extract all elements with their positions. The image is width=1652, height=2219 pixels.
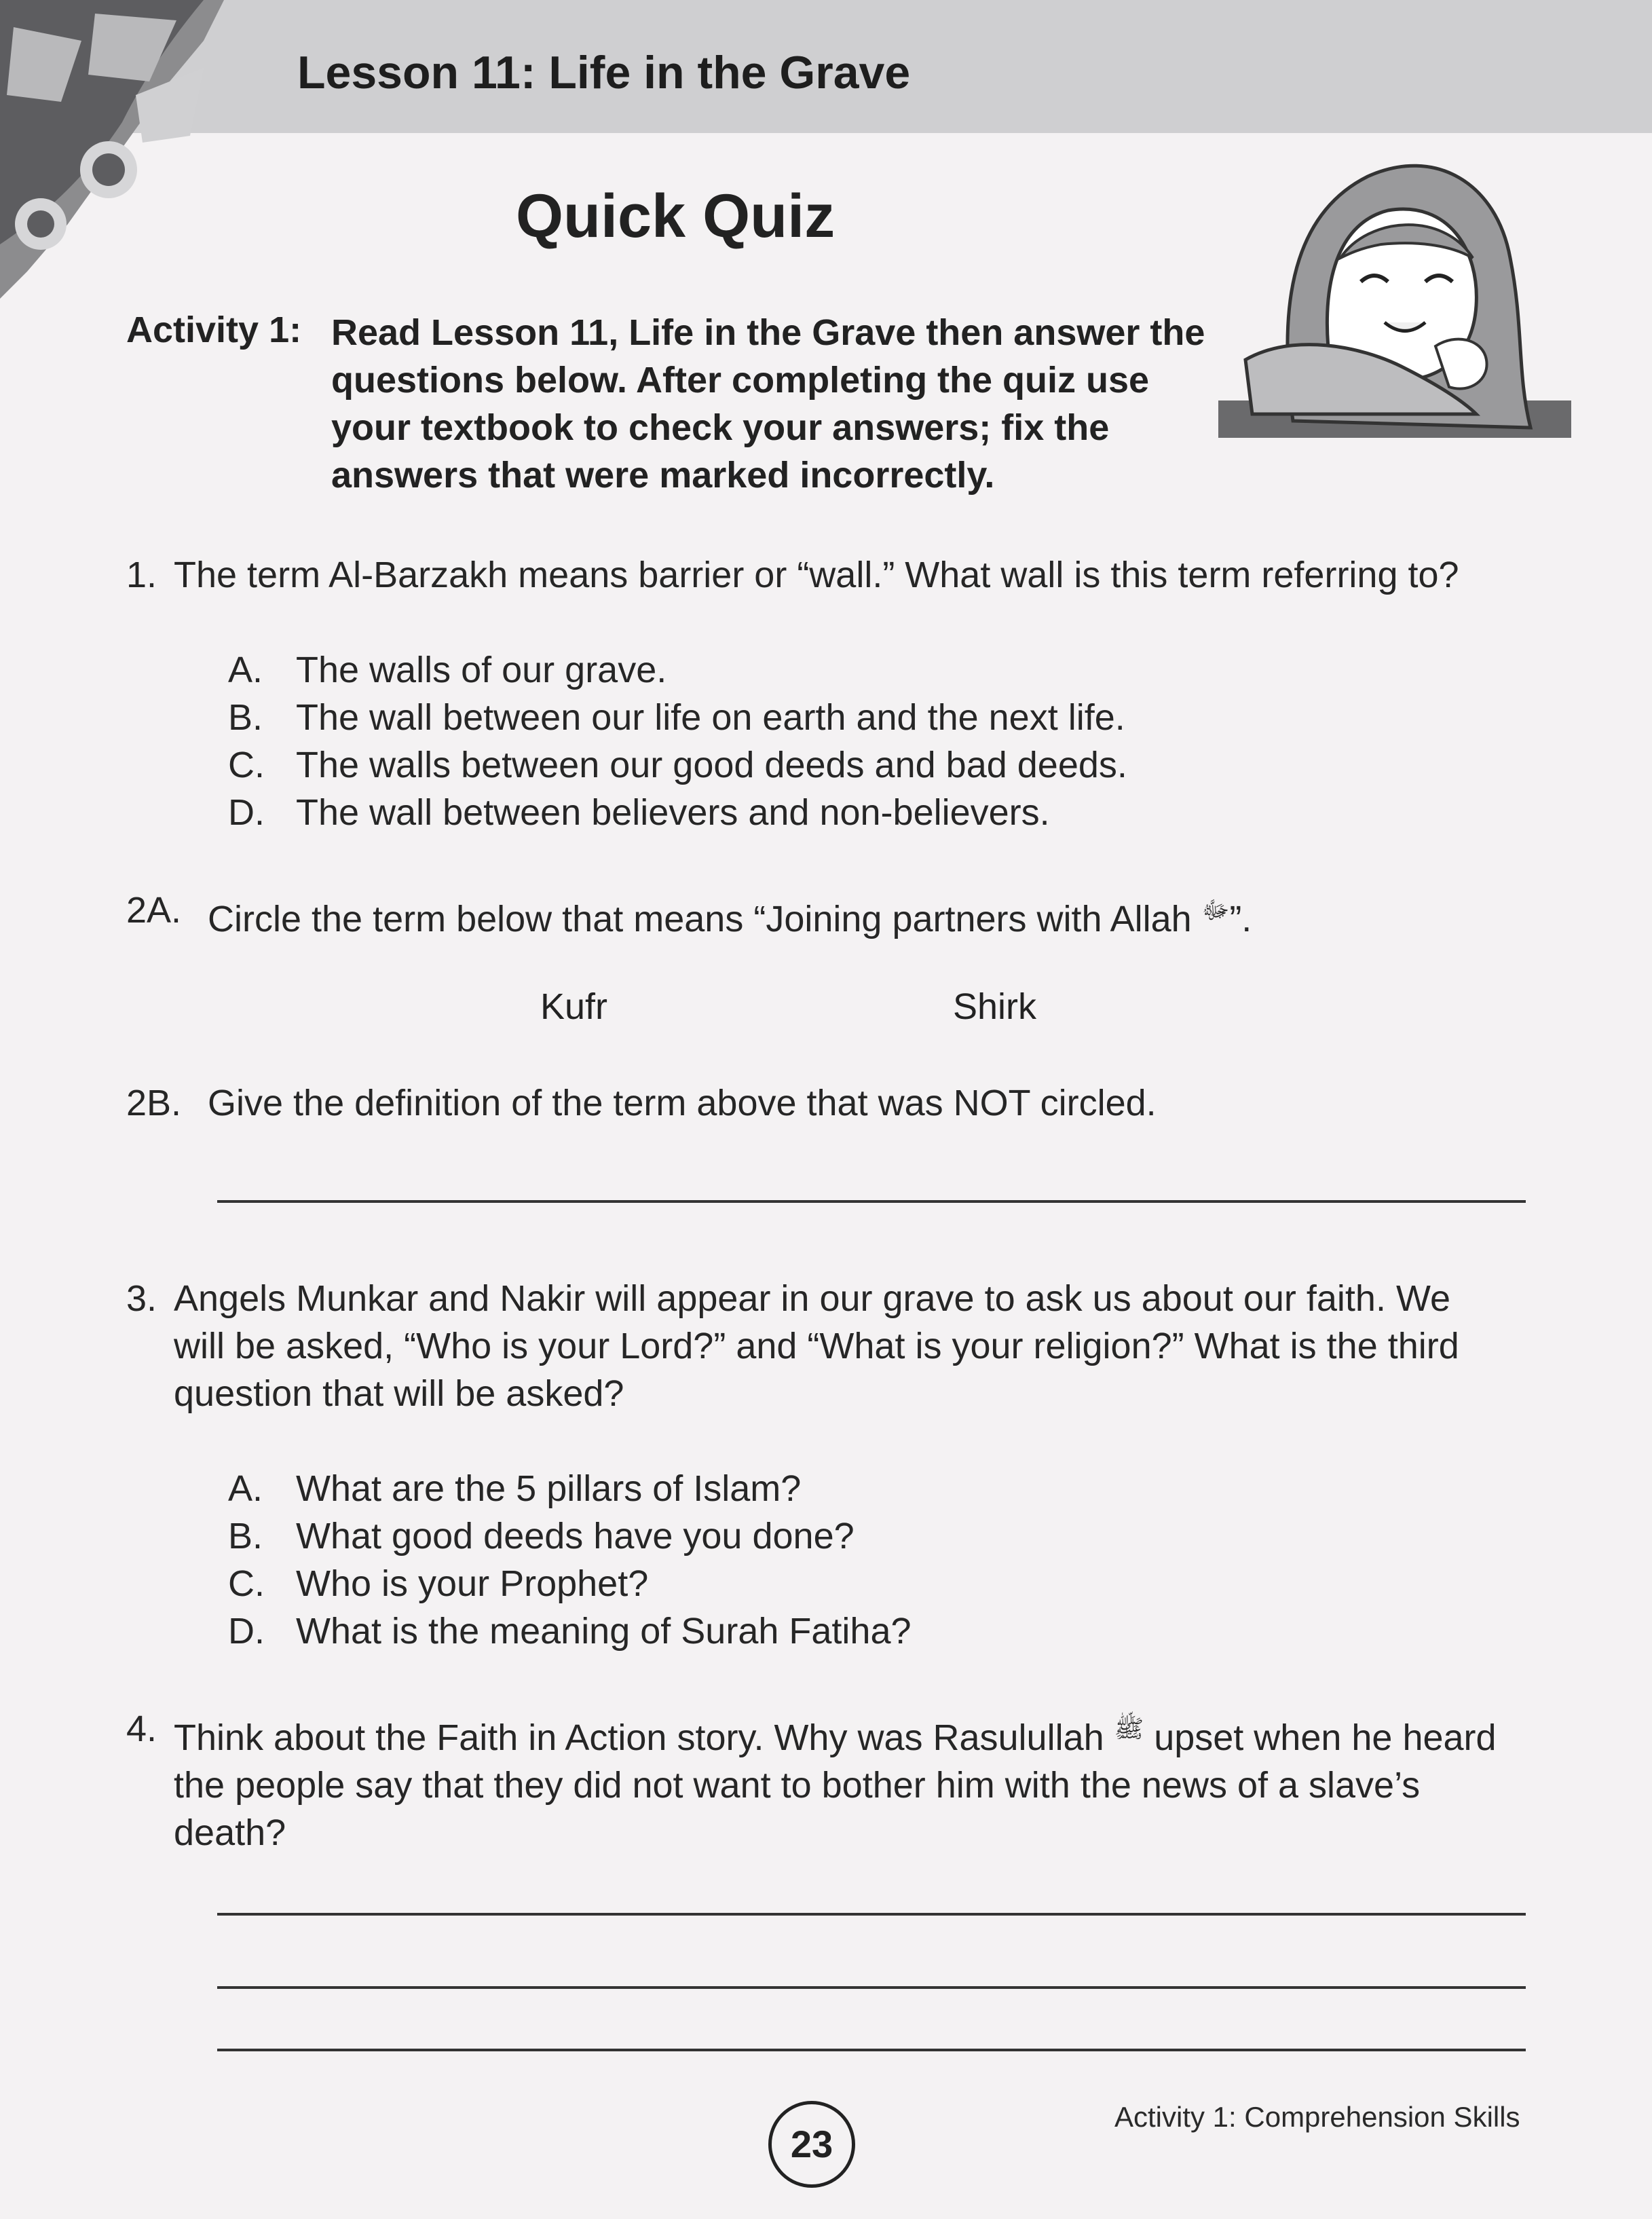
option-b[interactable] xyxy=(228,1512,855,1560)
option-text: The wall between believers and non-believers. xyxy=(296,792,1050,833)
question-text-start: Circle the term below that means “Joining partners with Allah xyxy=(208,899,1192,939)
option-a[interactable] xyxy=(228,1465,801,1512)
question-text-end: ”. xyxy=(1229,899,1252,939)
term-shirk[interactable]: Shirk xyxy=(953,986,1037,1027)
question-text: Angels Munkar and Nakir will appear in our grave to ask us about our faith. We will be asked, “Who is your Lord?” and “What is your religion?” What is the third question that will be asked? xyxy=(174,1278,1459,1414)
option-text: The walls between our good deeds and bad deeds. xyxy=(296,745,1127,785)
answer-line[interactable] xyxy=(217,1986,1526,1989)
option-letter: C. xyxy=(228,1563,265,1604)
term-kufr[interactable]: Kufr xyxy=(540,986,608,1027)
option-text: What good deeds have you done? xyxy=(296,1516,855,1556)
question-number: 3. xyxy=(126,1278,157,1319)
quiz-title: Quick Quiz xyxy=(516,183,836,250)
option-letter: A. xyxy=(228,1468,263,1509)
option-c[interactable] xyxy=(228,1560,648,1607)
option-text: The wall between our life on earth and the next life. xyxy=(296,697,1125,738)
option-letter: D. xyxy=(228,792,265,833)
question-number: 2A. xyxy=(126,890,182,931)
option-text: Who is your Prophet? xyxy=(296,1563,649,1604)
answer-line[interactable] xyxy=(217,1200,1526,1203)
option-letter: B. xyxy=(228,1516,263,1556)
footer-section-label: Activity 1: Comprehension Skills xyxy=(1114,2101,1520,2133)
question-text: Give the definition of the term above that was NOT circled. xyxy=(208,1083,1157,1123)
question-text: The term Al-Barzakh means barrier or “wall.” What wall is this term referring to? xyxy=(174,555,1459,595)
question-number: 1. xyxy=(126,555,157,595)
question-text xyxy=(208,887,1252,943)
option-letter: A. xyxy=(228,650,263,690)
honorific-glyph: ﷺ xyxy=(1114,1715,1144,1742)
option-text: The walls of our grave. xyxy=(296,650,667,690)
lesson-title: Lesson 11: Life in the Grave xyxy=(297,47,911,98)
option-letter: C. xyxy=(228,745,265,785)
option-b[interactable] xyxy=(228,694,1125,741)
answer-line[interactable] xyxy=(217,1913,1526,1916)
page-number: 23 xyxy=(768,2101,855,2188)
activity-label: Activity 1: xyxy=(126,310,302,350)
answer-line[interactable] xyxy=(217,2049,1526,2051)
option-d[interactable] xyxy=(228,1607,912,1655)
question-number: 2B. xyxy=(126,1083,182,1123)
activity-instructions: Read Lesson 11, Life in the Grave then answer the questions below. After completing the quiz use your textbook to check your answers; fix the answers that were marked incorrectly. xyxy=(331,312,1205,496)
question-number: 4. xyxy=(126,1709,157,1749)
honorific-glyph: ﷻ xyxy=(1201,896,1230,924)
girl-illustration xyxy=(1212,143,1571,441)
option-text: What are the 5 pillars of Islam? xyxy=(296,1468,802,1509)
question-text-end: upset when he heard the people say that they did not want to bother him with the news of a slave’s death? xyxy=(174,1717,1497,1853)
option-text: What is the meaning of Surah Fatiha? xyxy=(296,1611,912,1652)
question-text-start: Think about the Faith in Action story. Why was Rasulullah xyxy=(174,1717,1104,1758)
option-letter: B. xyxy=(228,697,263,738)
question-text xyxy=(174,1705,1524,1857)
corner-ornament xyxy=(0,0,285,299)
option-letter: D. xyxy=(228,1611,265,1652)
option-d[interactable] xyxy=(228,789,1050,836)
option-c[interactable] xyxy=(228,741,1127,789)
option-a[interactable] xyxy=(228,646,667,694)
